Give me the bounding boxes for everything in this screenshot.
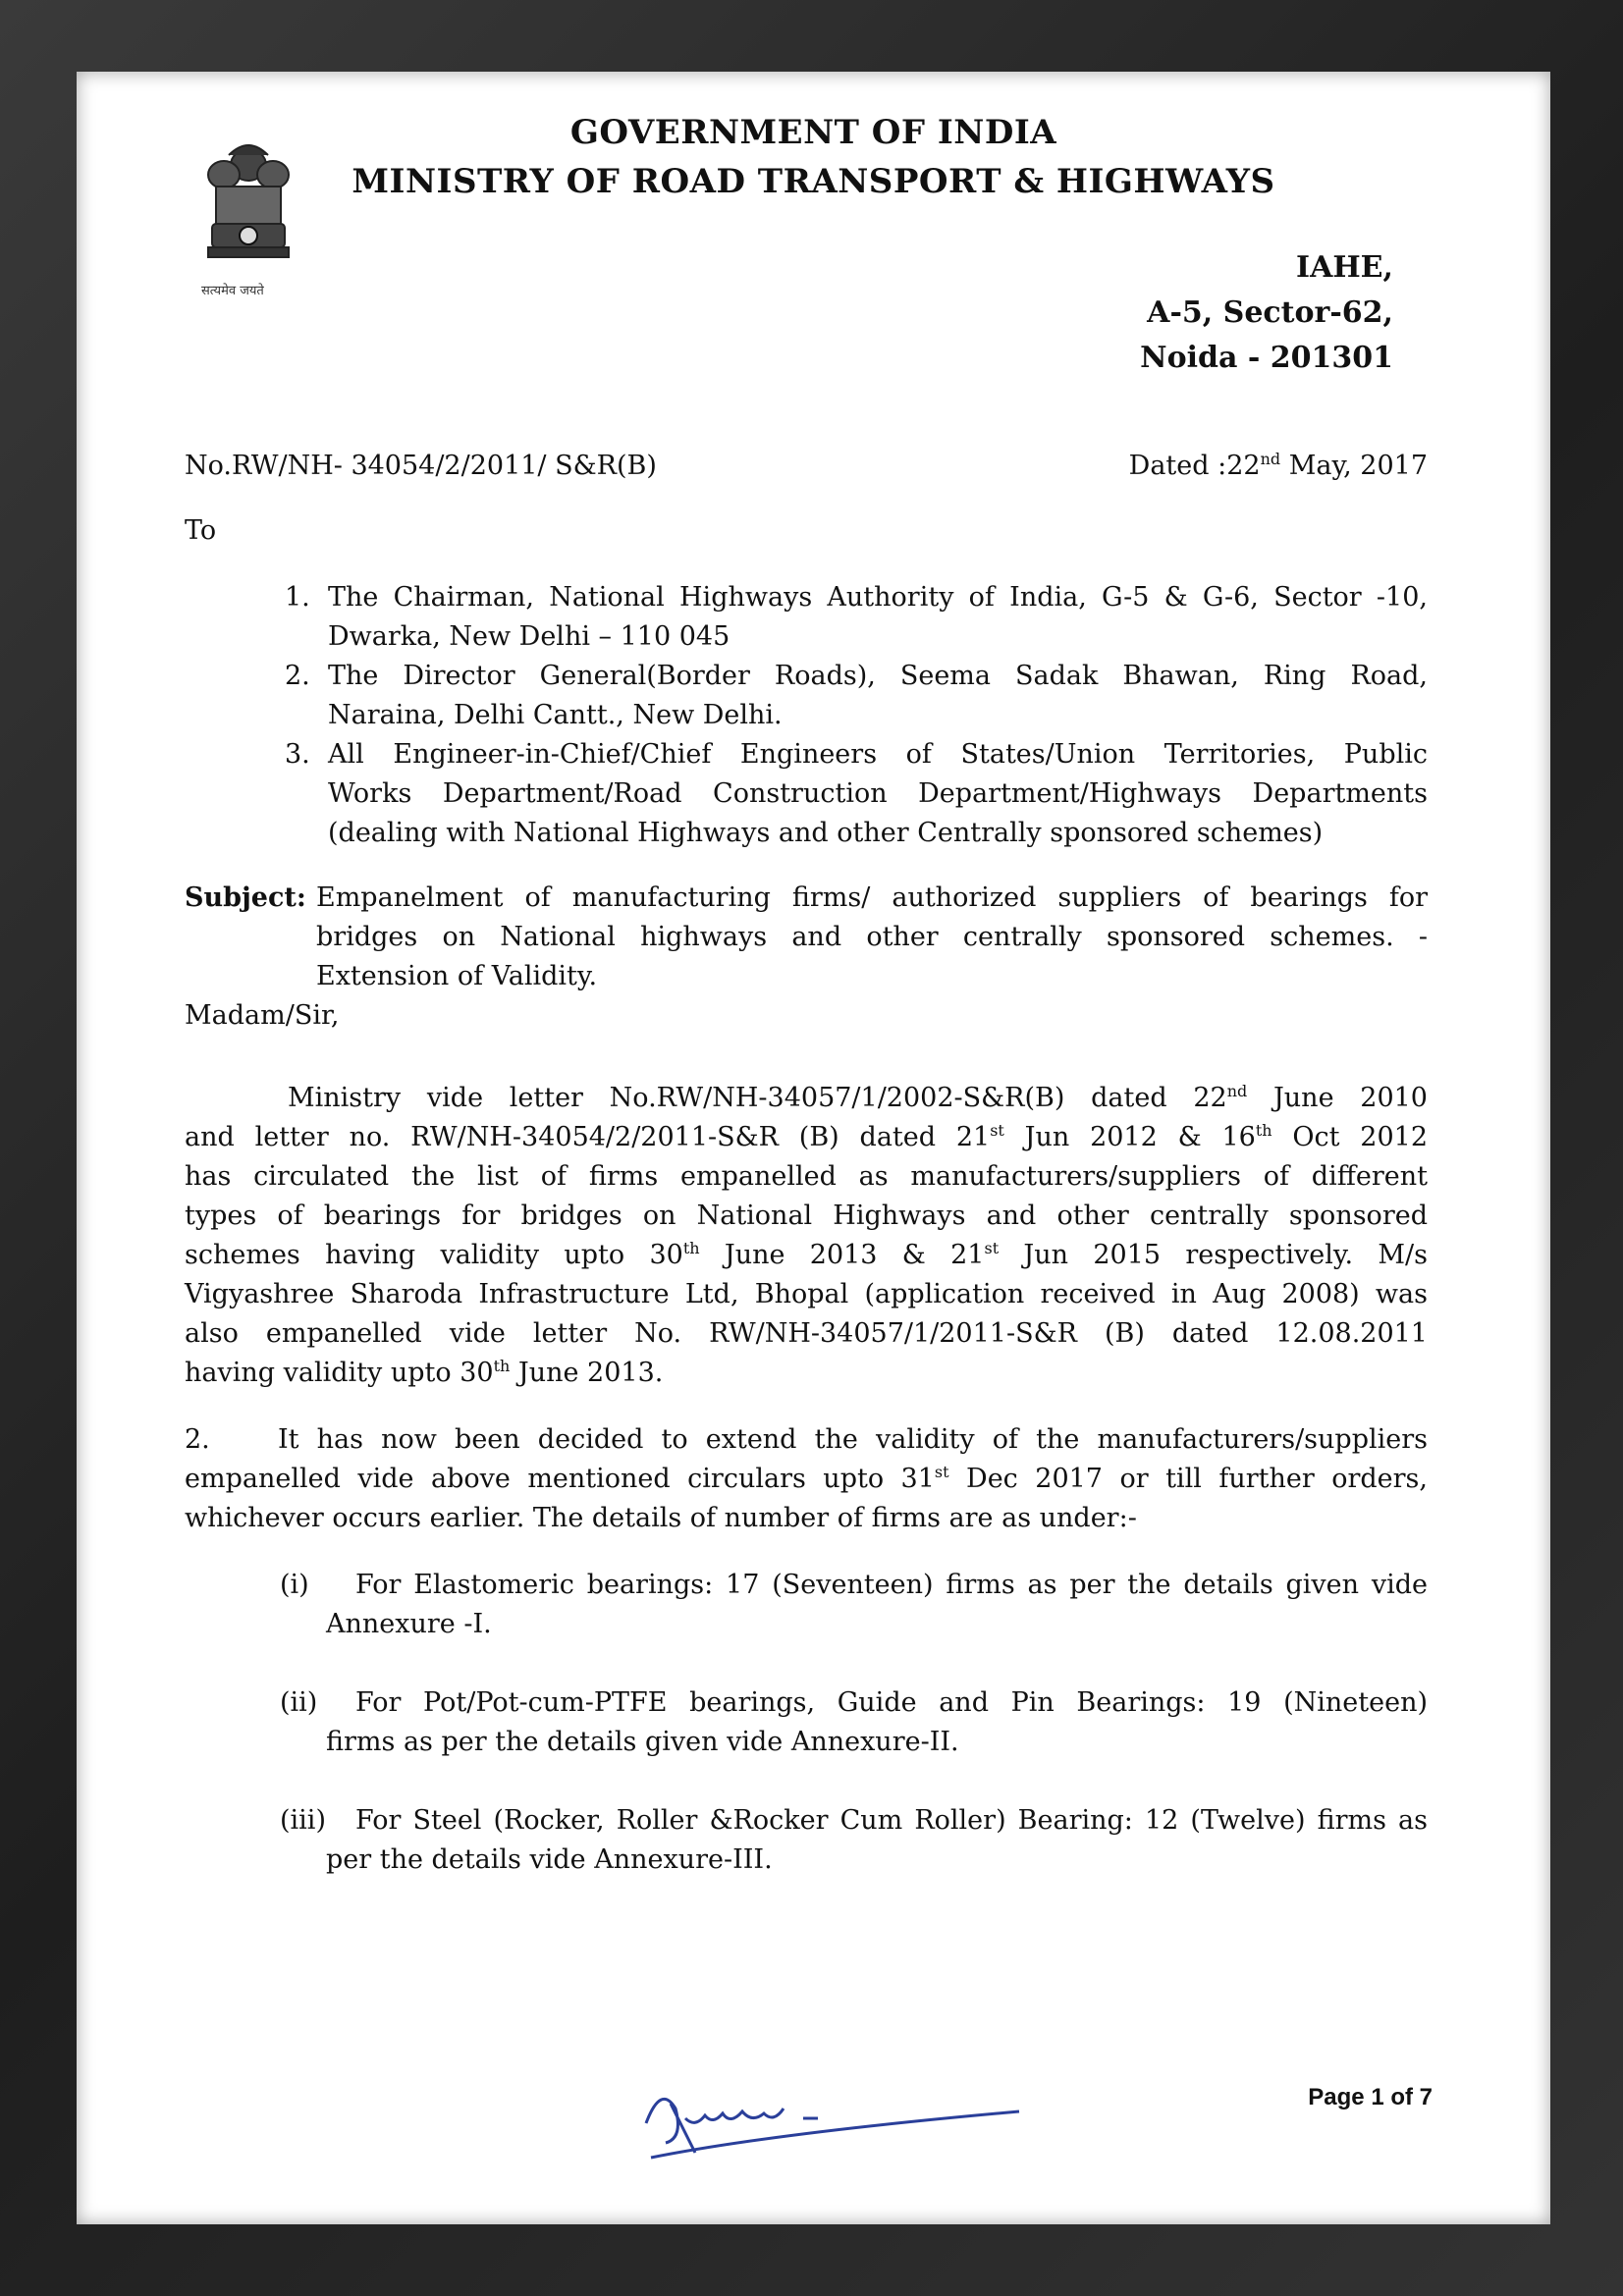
address-line-3: Noida - 201301 [1140,341,1393,375]
reference-date: Dated :22nd May, 2017 [1128,450,1428,481]
recipient-line: Dwarka, New Delhi – 110 045 [328,621,730,652]
letter-page [77,72,1550,2224]
paragraph-line: empanelled vide above mentioned circulars upto 31st Dec 2017 or till further orders, [185,1463,1428,1494]
item-line: Annexure -I. [326,1609,492,1639]
header-ministry: MINISTRY OF ROAD TRANSPORT & HIGHWAYS [352,162,1275,201]
recipient-line: Works Department/Road Construction Department/Highways Departments [328,778,1428,809]
recipient-line: The Chairman, National Highways Authority of India, G-5 & G-6, Sector -10, [328,582,1428,613]
recipient-line: (dealing with National Highways and other Centrally sponsored schemes) [328,818,1324,848]
paragraph-line: whichever occurs earlier. The details of number of firms are as under:- [185,1503,1137,1533]
emblem-caption: सत्यमेव जयते [201,284,264,298]
subject-line: Extension of Validity. [316,961,598,991]
paragraph-line: and letter no. RW/NH-34054/2/2011-S&R (B) dated 21st Jun 2012 & 16th Oct 2012 [185,1121,1428,1152]
recipient-number: 2. [285,661,310,691]
subject-label: Subject: [185,882,306,913]
to-label: To [185,515,217,546]
item-line: For Pot/Pot-cum-PTFE bearings, Guide and Pin Bearings: 19 (Nineteen) [355,1687,1428,1718]
item-number: (ii) [280,1687,318,1718]
recipient-number: 1. [285,582,310,613]
subject-line: Empanelment of manufacturing firms/ authorized suppliers of bearings for [316,882,1428,913]
paragraph-line: has circulated the list of firms empanelled as manufacturers/suppliers of different [185,1161,1428,1192]
recipient-line: The Director General(Border Roads), Seema Sadak Bhawan, Ring Road, [328,661,1428,691]
recipient-line: Naraina, Delhi Cantt., New Delhi. [328,700,783,730]
paragraph-line: Ministry vide letter No.RW/NH-34057/1/2002-S&R(B) dated 22nd June 2010 [288,1082,1428,1113]
salutation: Madam/Sir, [185,1000,340,1031]
item-number: (i) [280,1570,309,1600]
paragraph-line: having validity upto 30th June 2013. [185,1357,664,1388]
item-line: For Steel (Rocker, Roller &Rocker Cum Roller) Bearing: 12 (Twelve) firms as [355,1805,1428,1836]
paragraph-line: It has now been decided to extend the validity of the manufacturers/suppliers [278,1424,1428,1455]
page-number: Page 1 of 7 [1308,2084,1433,2110]
address-line-2: A-5, Sector-62, [1147,295,1393,330]
address-line-1: IAHE, [1296,250,1393,285]
paragraph-line: schemes having validity upto 30th June 2013 & 21st Jun 2015 respectively. M/s [185,1239,1428,1270]
header-government: GOVERNMENT OF INDIA [569,113,1057,152]
item-line: For Elastomeric bearings: 17 (Seventeen) firms as per the details given vide [355,1570,1428,1600]
recipient-line: All Engineer-in-Chief/Chief Engineers of States/Union Territories, Public [328,739,1428,770]
paragraph-line: also empanelled vide letter No. RW/NH-34057/1/2011-S&R (B) dated 12.08.2011 [185,1318,1428,1349]
reference-number: No.RW/NH- 34054/2/2011/ S&R(B) [185,451,657,481]
subject-line: bridges on National highways and other centrally sponsored schemes. - [316,922,1428,952]
item-number: (iii) [280,1805,326,1836]
item-line: firms as per the details given vide Annexure-II. [326,1727,959,1757]
paragraph-number: 2. [185,1424,210,1455]
item-line: per the details vide Annexure-III. [326,1844,773,1875]
paragraph-line: Vigyashree Sharoda Infrastructure Ltd, Bhopal (application received in Aug 2008) was [185,1279,1428,1309]
handwritten-signature [626,2064,1039,2172]
recipient-number: 3. [285,739,310,770]
paragraph-line: types of bearings for bridges on National Highways and other centrally sponsored [185,1201,1428,1231]
